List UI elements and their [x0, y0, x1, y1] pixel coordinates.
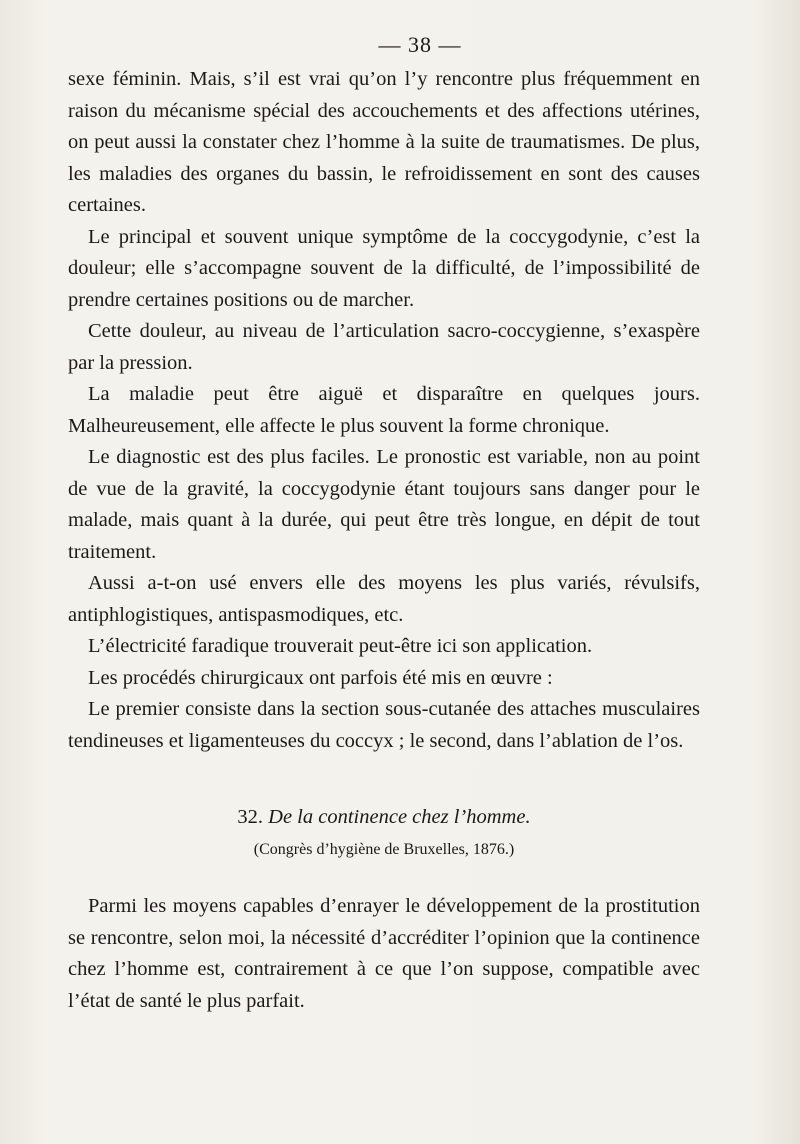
section-number: 32. [237, 806, 264, 828]
section-subtitle: (Congrès d’hygiène de Bruxelles, 1876.) [253, 841, 515, 858]
paragraph: Parmi les moyens capables d’enrayer le développement de la prostitution se rencontre, selon moi, la nécessité d’accréditer l’opinion que la continence chez l’homme est, contrairement à ce que l’on suppose, compatible avec l’état de santé le plus parfait. [68, 895, 700, 1012]
paragraph: Le principal et souvent unique symptôme de la coccygodynie, c’est la douleur; elle s’accompagne souvent de la difficulté, de l’impossibilité de prendre certaines positions ou de marcher. [68, 225, 700, 311]
paragraph: Le diagnostic est des plus faciles. Le pronostic est variable, non au point de vue de la gravité, la coccygodynie étant toujours sans danger pour le malade, mais quant à la durée, qui peut être très longue, en dépit de tout traitement. [68, 446, 700, 563]
paragraph: Cette douleur, au niveau de l’articulation sacro-coccygienne, s’exaspère par la pression. [68, 320, 700, 374]
paragraph: L’électricité faradique trouverait peut-être ici son application. [88, 635, 593, 657]
paragraph: sexe féminin. Mais, s’il est vrai qu’on l’y rencontre plus fréquemment en raison du mécanisme spécial des accouchements et des affections utérines, on peut aussi la constater chez l’homme à la suite de traumatismes. De plus, les maladies des organes du bassin, le refroidissement en sont des causes certaines. [68, 68, 700, 216]
paragraph: La maladie peut être aiguë et disparaître en quelques jours. Malheureusement, elle affecte le plus souvent la forme chronique. [68, 383, 700, 437]
paragraph: Aussi a-t-on usé envers elle des moyens les plus variés, révulsifs, antiphlogistiques, antispasmodiques, etc. [68, 572, 700, 626]
paragraph: Le premier consiste dans la section sous-cutanée des attaches musculaires tendineuses et ligamenteuses du coccyx ; le second, dans l’ablation de l’os. [68, 698, 700, 752]
page-body [68, 64, 700, 1017]
paragraph: Les procédés chirurgicaux ont parfois été mis en œuvre : [88, 666, 553, 689]
section-title: De la continence chez l’homme. [268, 806, 531, 828]
page-number: — 38 — [378, 32, 462, 57]
section-heading [68, 803, 700, 831]
